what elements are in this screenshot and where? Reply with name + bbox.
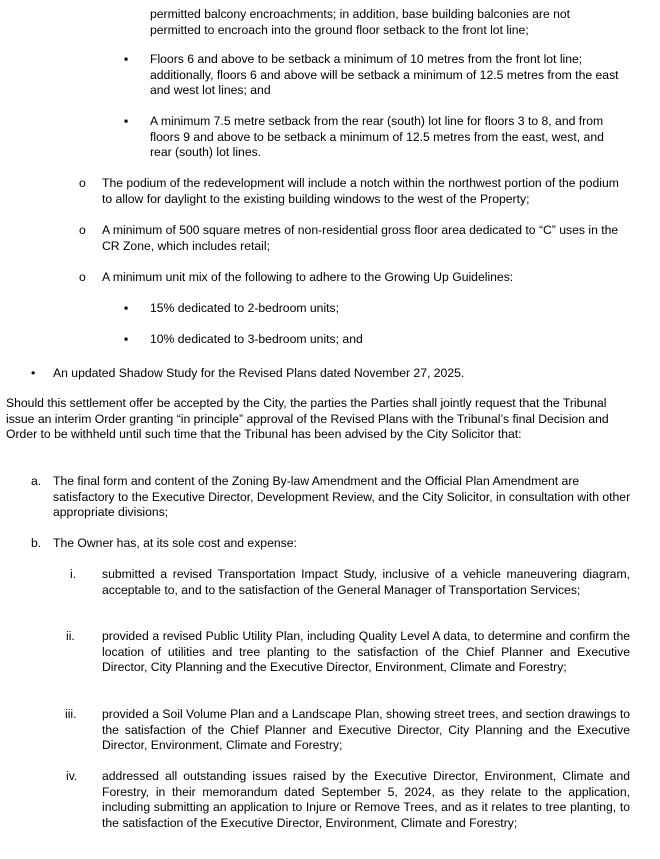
square-bullet-icon: ▪ (124, 332, 129, 346)
circle-bullet-icon: o (79, 270, 86, 284)
circle-bullet-icon: o (79, 176, 86, 190)
settlement-paragraph: Should this settlement offer be accepted by the City, the parties the Parties shall jointly request that the Tribunal issue an interim Order granting “in principle” approval of the Revised Plans with the Tribunal’s final Decision and Order to be withheld until such time that the Tribunal has been advised by the City Solicitor that: (6, 396, 609, 441)
list-item-environment-issues: addressed all outstanding issues raised by the Executive Director, Environment, Climate and Forestry, in their memorandum dated September 5, 2024, as they relate to the application, including submitting an application to Injure or Remove Trees, and as it relates to tree planting, to the satisfaction of the Executive Director, Environment, Climate and Forestry; (102, 769, 630, 830)
list-item-rear-setback: A minimum 7.5 metre setback from the rear (south) lot line for floors 3 to 8, and from floors 9 and above to be setback a minimum of 12.5 metres from the east, west, and rear (south) lot lines. (150, 114, 604, 159)
list-item-floors-setback: Floors 6 and above to be setback a minimum of 10 metres from the front lot line; additionally, floors 6 and above will be setback a minimum of 12.5 metres from the east and west lot lines; and (150, 52, 619, 97)
list-item-transportation-study: submitted a revised Transportation Impact Study, inclusive of a vehicle maneuvering diagram, acceptable to, and to the satisfaction of the General Manager of Transportation Services; (102, 567, 630, 597)
list-marker: a. (31, 474, 42, 488)
dot-bullet-icon: • (31, 366, 36, 380)
square-bullet-icon: ▪ (124, 114, 129, 128)
list-item-soil-volume-plan: provided a Soil Volume Plan and a Landscape Plan, showing street trees, and section drawings to the satisfaction of the Chief Planner and Executive Director, City Planning and the Executive Director, Environment, Climate and Forestry; (102, 707, 630, 752)
list-item-shadow-study: An updated Shadow Study for the Revised Plans dated November 27, 2025. (53, 366, 465, 380)
list-item-podium-notch: The podium of the redevelopment will include a notch within the northwest portion of the podium to allow for daylight to the existing building windows to the west of the Property; (102, 176, 619, 206)
square-bullet-icon: ▪ (124, 52, 129, 66)
list-item-two-bedroom: 15% dedicated to 2-bedroom units; (150, 301, 340, 315)
list-marker: iv. (66, 769, 78, 783)
list-marker: ii. (66, 629, 75, 643)
list-item-owner-cost: The Owner has, at its sole cost and expense: (53, 536, 297, 550)
list-item-three-bedroom: 10% dedicated to 3-bedroom units; and (150, 332, 363, 346)
list-marker: b. (31, 536, 42, 550)
list-marker: i. (70, 567, 77, 581)
circle-bullet-icon: o (79, 223, 86, 237)
list-item-zoning-amendment: The final form and content of the Zoning By-law Amendment and the Official Plan Amendment are satisfactory to the Executive Director, Development Review, and the City Solicitor, in consultation with other appropriate divisions; (53, 474, 631, 519)
list-item-non-residential-gfa: A minimum of 500 square metres of non-residential gross floor area dedicated to “C” uses in the CR Zone, which includes retail; (102, 223, 619, 253)
continued-text: permitted balcony encroachments; in addition, base building balconies are not permitted to encroach into the ground floor setback to the front lot line; (150, 7, 571, 37)
list-marker: iii. (65, 707, 77, 721)
square-bullet-icon: ▪ (124, 301, 129, 315)
list-item-unit-mix: A minimum unit mix of the following to adhere to the Growing Up Guidelines: (102, 270, 514, 284)
list-item-public-utility-plan: provided a revised Public Utility Plan, including Quality Level A data, to determine and confirm the location of utilities and tree planting to the satisfaction of the Chief Planner and Executive Director, City Planning and the Executive Director, Environment, Climate and Forestry; (102, 629, 630, 674)
